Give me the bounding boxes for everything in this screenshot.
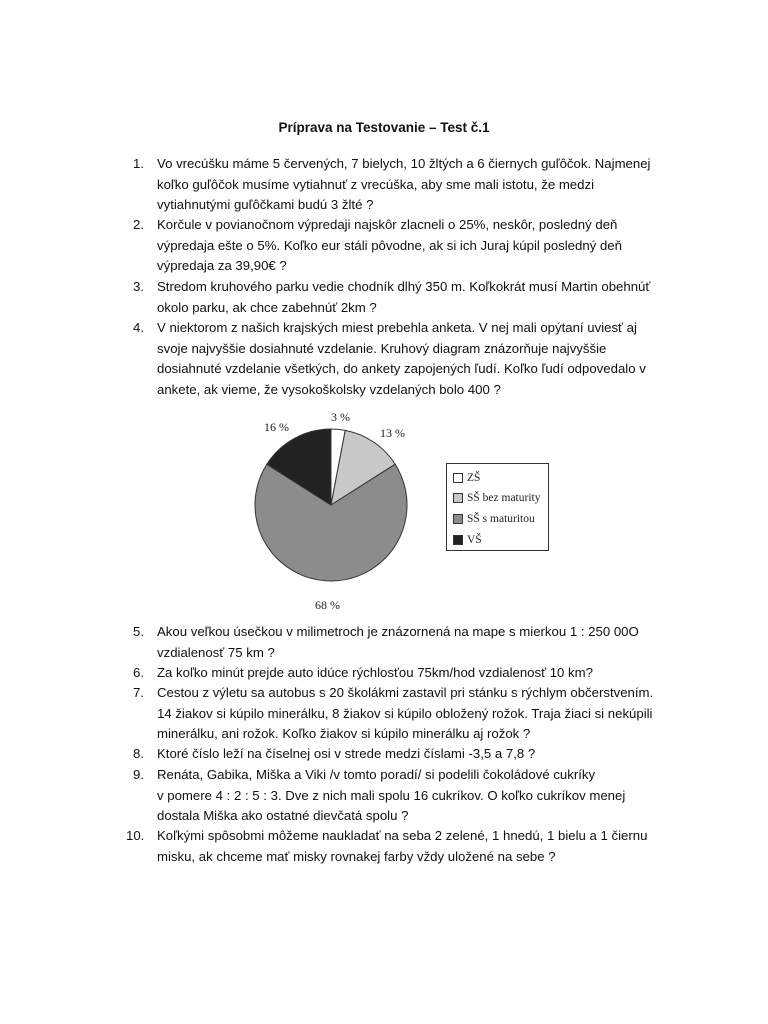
question-number: 7. (133, 685, 144, 700)
question-text (157, 622, 723, 663)
legend-swatch (453, 473, 463, 483)
question-text (157, 277, 723, 318)
question-line: dostala Miška ako ostatné dievčatá spolu ? (157, 808, 409, 823)
question-text (157, 663, 723, 684)
pie-slice-label: 16 % (264, 420, 289, 434)
legend-label: SŠ s maturitou (467, 513, 535, 525)
question-number: 10. (126, 828, 145, 843)
question-text (157, 215, 723, 277)
pie-slice-label: 13 % (380, 426, 405, 440)
question-line: koľko guľôčok musíme vytiahnuť z vrecúška, aby sme mali istotu, že medzi (157, 176, 595, 192)
legend-label: ZŠ (467, 472, 481, 484)
question-text (157, 765, 723, 827)
question-line: v pomere 4 : 2 : 5 : 3. Dve z nich mali spolu 16 cukríkov. O koľko cukríkov menej (157, 787, 626, 803)
question-number: 4. (133, 320, 144, 335)
question-line: Akou veľkou úsečkou v milimetroch je znázornená na mape s mierkou 1 : 250 00O (157, 624, 639, 639)
question-line: vzdialenosť 75 km ? (157, 644, 275, 660)
legend-swatch (453, 493, 463, 503)
question-line: minerálku, ani rožok. Koľko žiakov si kúpilo minerálku aj rožok ? (157, 726, 531, 741)
question-line: Vo vrecúšku máme 5 červených, 7 bielych, 10 žltých a 6 čiernych guľôčok. Najmenej (157, 156, 651, 171)
question-line: 14 žiakov si kúpilo minerálku, 8 žiakov si kúpilo obložený rožok. Traja žiaci si nekúpili (157, 705, 653, 721)
question-line: Koľkými spôsobmi môžeme naukladať na seba 2 zelené, 1 hnedú, 1 bielu a 1 čiernu (157, 828, 648, 843)
question-number: 5. (133, 624, 144, 639)
question-text (157, 683, 723, 745)
legend-swatch (453, 535, 463, 545)
legend-label: SŠ bez maturity (467, 492, 541, 504)
question-text (157, 154, 723, 216)
question-line: dosiahnuté vzdelanie všetkých, do ankety zapojených ľudí. Koľko ľudí odpovedalo v (157, 361, 646, 376)
question-line: Korčule v povianočnom výpredaji najskôr zlacneli o 25%, neskôr, posledný deň (157, 217, 618, 232)
question-line: V niektorom z našich krajských miest prebehla anketa. V nej mali opýtaní uviesť aj (157, 320, 637, 335)
question-line: svoje najvyššie dosiahnuté vzdelanie. Kruhový diagram znázorňuje najvyššie (157, 340, 607, 356)
legend-item (453, 490, 540, 506)
question-line: Stredom kruhového parku vedie chodník dlhý 350 m. Koľkokrát musí Martin obehnúť (157, 279, 651, 294)
question-line: misku, ak chceme mať misky rovnakej farby vždy uložené na sebe ? (157, 848, 556, 864)
question-number: 8. (133, 746, 144, 761)
legend-item (453, 532, 482, 548)
question-text (157, 318, 723, 400)
question-line: Ktoré číslo leží na číselnej osi v strede medzi číslami -3,5 a 7,8 ? (157, 746, 536, 761)
pie-slice-label: 3 % (331, 410, 350, 424)
question-line: Za koľko minút prejde auto idúce rýchlosťou 75km/hod vzdialenosť 10 km? (157, 665, 593, 680)
legend-item (453, 470, 480, 486)
question-line: ankete, ak vieme, že vysokoškolsky vzdelaných bolo 400 ? (157, 381, 501, 397)
question-text (157, 744, 723, 765)
chart-legend (446, 463, 549, 551)
question-text (157, 826, 723, 867)
question-line: Renáta, Gabika, Miška a Viki /v tomto poradí/ si podelili čokoládové cukríky (157, 767, 596, 782)
question-line: okolo parku, ak chce zabehnúť 2km ? (157, 299, 377, 315)
question-number: 1. (133, 156, 144, 171)
question-number: 2. (133, 217, 144, 232)
page-title: Príprava na Testovanie – Test č.1 (278, 120, 490, 135)
legend-item (453, 511, 535, 527)
question-line: výpredaja za 39,90€ ? (157, 258, 287, 273)
question-number: 9. (133, 767, 144, 782)
pie-slice-label: 68 % (315, 598, 340, 612)
question-line: vytiahnutými guľôčkami budú 3 žlté ? (157, 197, 374, 212)
question-line: Cestou z výletu sa autobus s 20 školákmi zastavil pri stánku s rýchlym občerstvením. (157, 685, 654, 700)
question-number: 3. (133, 279, 144, 294)
legend-label: VŠ (467, 534, 482, 546)
question-line: výpredaja ešte o 5%. Koľko eur stáli pôvodne, ak si ich Juraj kúpil posledný deň (157, 237, 622, 253)
question-number: 6. (133, 665, 144, 680)
legend-swatch (453, 514, 463, 524)
